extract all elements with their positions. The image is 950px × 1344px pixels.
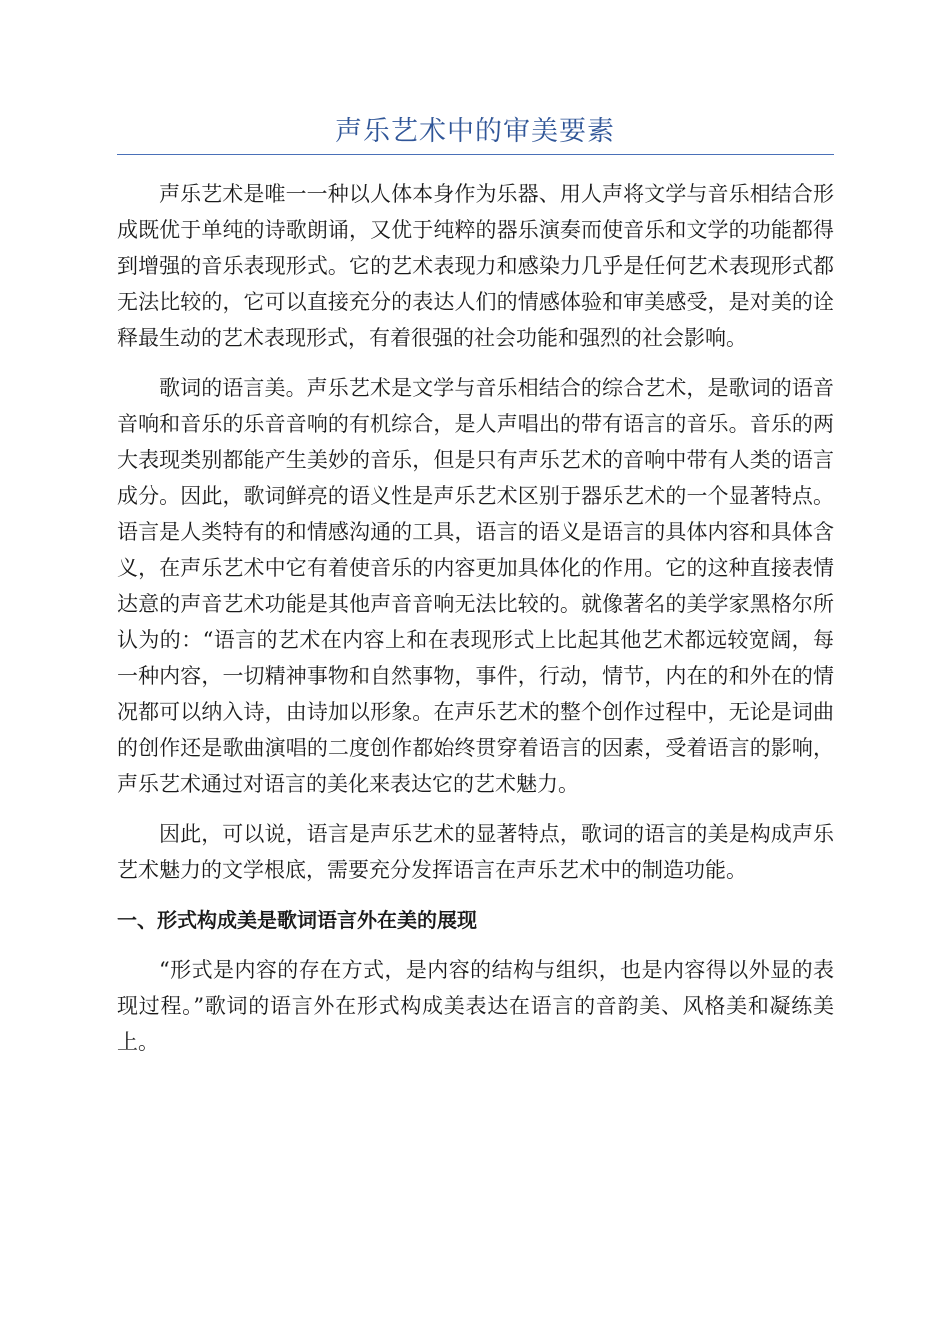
paragraph-form-beauty: “形式是内容的存在方式，是内容的结构与组织，也是内容得以外显的表现过程。”歌词的语言外在形式构成美表达在语言的音韵美、风格美和凝练美上。 — [117, 958, 834, 1054]
paragraph-lyric-language: 歌词的语言美。声乐艺术是文学与音乐相结合的综合艺术，是歌词的语音音响和音乐的乐音音响的有机综合，是人声唱出的带有语言的音乐。音乐的两大表现类别都能产生美妙的音乐，但是只有声乐艺术的音响中带有人类的语言成分。因此，歌词鲜亮的语义性是声乐艺术区别于器乐艺术的一个显著特点。语言是人类特有的和情感沟通的工具，语言的语义是语言的具体内容和具体含义，在声乐艺术中它有着使音乐的内容更加具体化的作用。它的这种直接表情达意的声音艺术功能是其他声音音响无法比较的。就像著名的美学家黑格尔所认为的：“语言的艺术在内容上和在表现形式上比起其他艺术都远较宽阔，每一种内容，一切精神事物和自然事物，事件，行动，情节，内在的和外在的情况都可以纳入诗，由诗加以形象。在声乐艺术的整个创作过程中，无论是词曲的创作还是歌曲演唱的二度创作都始终贯穿着语言的因素，受着语言的影响，声乐艺术通过对语言的美化来表达它的艺术魅力。 — [117, 376, 834, 796]
document-title: 声乐艺术中的审美要素 — [335, 116, 615, 147]
title-underline — [117, 154, 834, 155]
paragraph-conclusion: 因此，可以说，语言是声乐艺术的显著特点，歌词的语言的美是构成声乐艺术魅力的文学根底，需要充分发挥语言在声乐艺术中的制造功能。 — [117, 822, 834, 882]
paragraph-intro: 声乐艺术是唯一一种以人体本身作为乐器、用人声将文学与音乐相结合形成既优于单纯的诗歌朗诵，又优于纯粹的器乐演奏而使音乐和文学的功能都得到增强的音乐表现形式。它的艺术表现力和感染力几乎是任何艺术表现形式都无法比较的，它可以直接充分的表达人们的情感体验和审美感受，是对美的诠释最生动的艺术表现形式，有着很强的社会功能和强烈的社会影响。 — [117, 182, 834, 350]
document-body — [117, 176, 834, 1074]
section-heading: 一、形式构成美是歌词语言外在美的展现 — [117, 908, 477, 932]
